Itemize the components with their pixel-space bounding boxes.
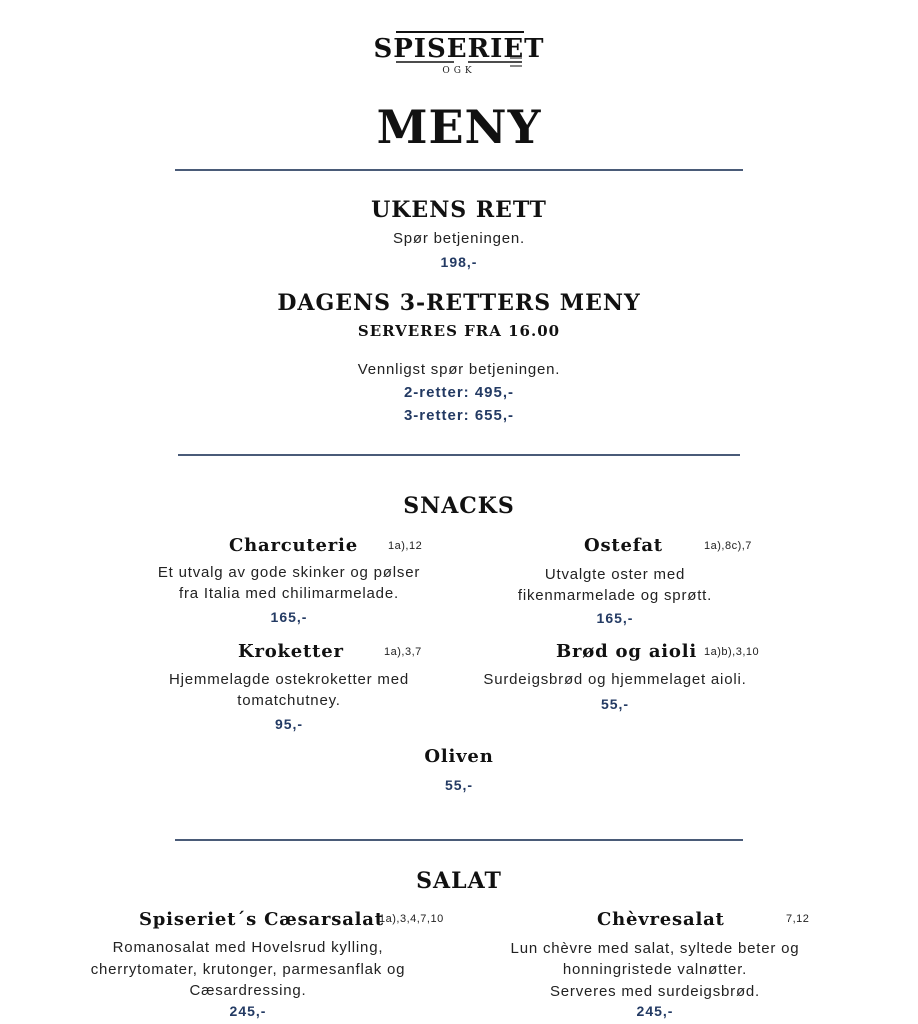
- allergen-codes: 7,12: [786, 913, 810, 925]
- knife-icon: [390, 28, 530, 36]
- menu-item-price: 245,-: [636, 1003, 674, 1019]
- dagens-subheading: SERVERES FRA 16.00: [357, 322, 561, 340]
- dagens-price-2: 2-retter: 495,-: [403, 384, 515, 401]
- menu-item-title: Kroketter: [238, 641, 344, 662]
- allergen-codes: 1a)b),3,10: [704, 646, 760, 658]
- menu-item-title: Charcuterie: [229, 535, 358, 556]
- ukens-rett-heading: UKENS RETT: [371, 197, 547, 223]
- cutlery-icon: [392, 56, 526, 68]
- menu-item-price: 165,-: [596, 610, 634, 626]
- logo-subtitle: OGK: [442, 66, 476, 76]
- allergen-codes: 1a),8c),7: [704, 540, 752, 552]
- divider: [175, 169, 743, 171]
- menu-item-description: tomatchutney.: [237, 692, 341, 709]
- menu-item-description: cherrytomater, krutonger, parmesanflak og: [90, 961, 406, 978]
- menu-item-description: Serveres med surdeigsbrød.: [549, 983, 761, 1000]
- menu-item-price: 245,-: [229, 1003, 267, 1019]
- dagens-heading: DAGENS 3-RETTERS MENY: [277, 290, 641, 316]
- ukens-rett-price: 198,-: [440, 254, 478, 270]
- menu-item-description: Surdeigsbrød og hjemmelaget aioli.: [483, 671, 747, 688]
- menu-item-description: honningristede valnøtter.: [562, 961, 748, 978]
- allergen-codes: 1a),12: [388, 540, 423, 552]
- menu-item-description: Hjemmelagde ostekroketter med: [169, 671, 409, 688]
- menu-item-title: Spiseriet´s Cæsarsalat: [139, 909, 384, 930]
- menu-item-description: Lun chèvre med salat, syltede beter og: [510, 940, 800, 957]
- menu-item-title: Brød og aioli: [556, 641, 697, 662]
- menu-item-price: 55,-: [600, 696, 630, 712]
- ukens-rett-text: Spør betjeningen.: [392, 230, 525, 247]
- menu-item-title: Chèvresalat: [597, 909, 725, 930]
- menu-item-description: Romanosalat med Hovelsrud kylling,: [112, 939, 384, 956]
- menu-item-description: Utvalgte oster med: [544, 566, 686, 583]
- divider: [175, 839, 743, 841]
- dagens-text: Vennligst spør betjeningen.: [357, 361, 561, 378]
- allergen-codes: 1a),3,4,7,10: [379, 913, 444, 925]
- page-title: MENY: [376, 100, 542, 154]
- divider: [178, 454, 740, 456]
- menu-item-description: Et utvalg av gode skinker og pølser: [157, 564, 421, 581]
- logo: [0, 30, 918, 76]
- menu-item-price: 95,-: [274, 716, 304, 732]
- menu-item-description: Cæsardressing.: [189, 982, 307, 999]
- menu-item-title: Ostefat: [584, 535, 663, 556]
- menu-item-price: 165,-: [270, 609, 308, 625]
- salat-heading: SALAT: [416, 868, 502, 894]
- allergen-codes: 1a),3,7: [384, 646, 422, 658]
- logo-name: SPISERIET: [373, 34, 545, 64]
- menu-item-description: fikenmarmelade og sprøtt.: [517, 587, 713, 604]
- dagens-price-3: 3-retter: 655,-: [403, 407, 515, 424]
- snacks-heading: SNACKS: [403, 493, 515, 519]
- menu-item-title: Oliven: [424, 746, 494, 767]
- menu-item-price: 55,-: [444, 777, 474, 793]
- menu-item-description: fra Italia med chilimarmelade.: [179, 585, 399, 602]
